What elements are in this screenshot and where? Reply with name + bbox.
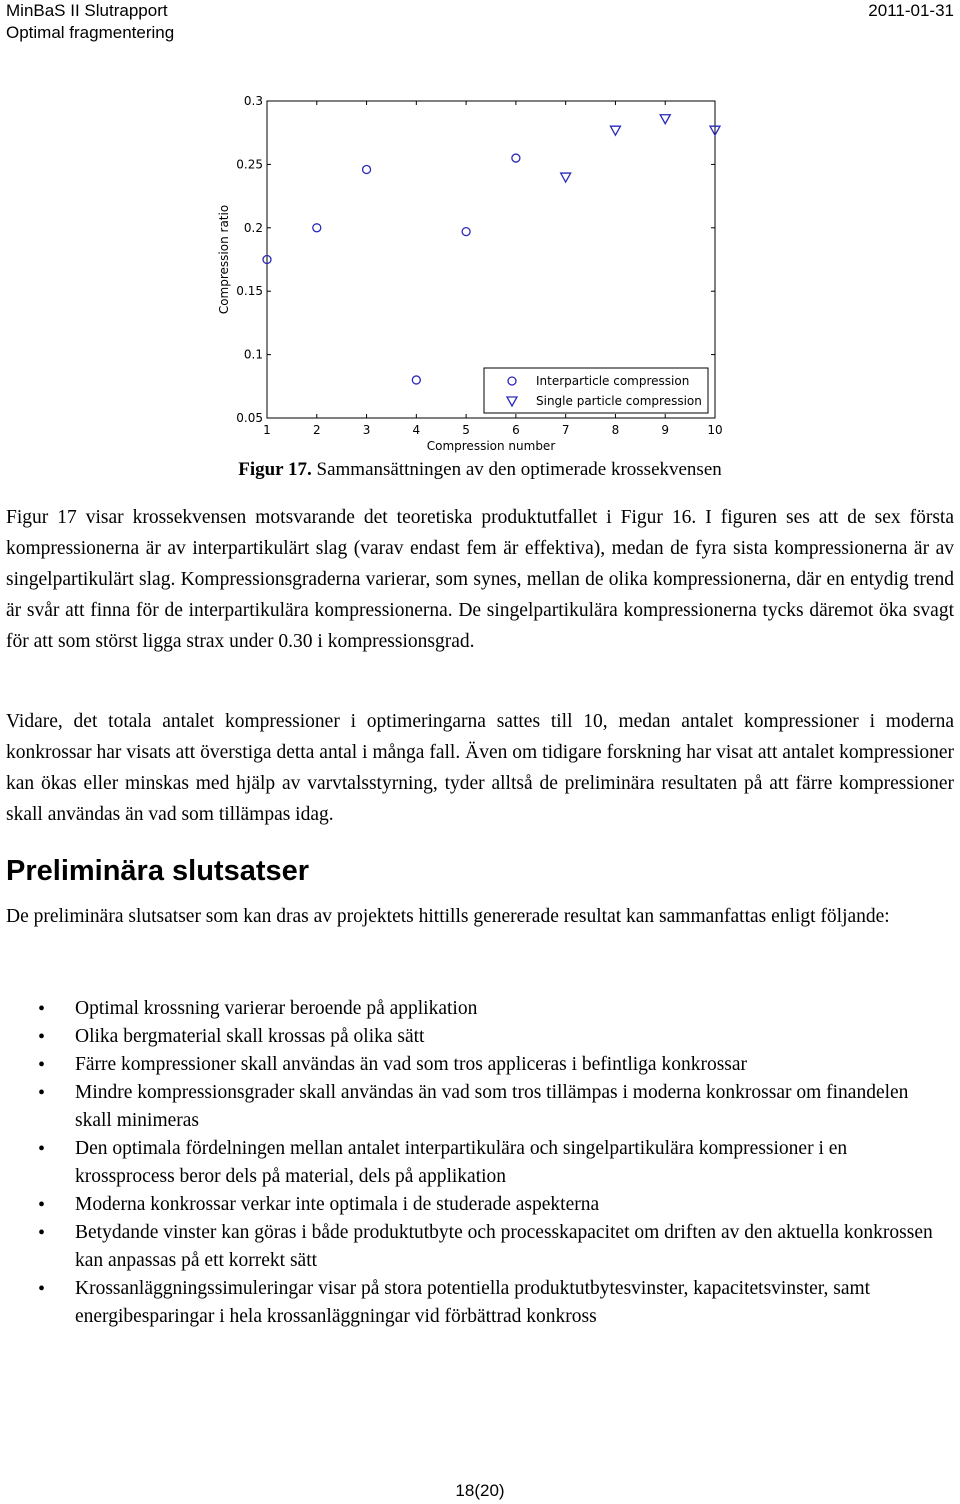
paragraph-1: Figur 17 visar krossekvensen motsvarande det teoretiska produktutfallet i Figur 16. I figuren ses att de sex första kompressionerna är av interpartikulärt slag (varav endast fem är effektiva), medan de fyra sista kompressionerna är av singelpartikulärt slag. Kompressionsgraderna varierar, som synes, mellan de olika kompressionerna, där en entydig trend är svår att finna för de interpartikulära kompressionerna. De singelpartikulära kompressionerna tycks däremot öka svagt för att som störst ligga strax under 0.30 i kompressionsgrad. [6, 507, 954, 652]
y-tick-label: 0.25 [236, 157, 263, 172]
legend-label: Single particle compression [536, 394, 702, 408]
list-item: • Färre kompressioner skall användas än vad som tros appliceras i befintliga konkrossar [0, 1051, 950, 1079]
legend-label: Interparticle compression [536, 374, 690, 388]
x-tick-label: 10 [707, 423, 723, 437]
y-tick-label: 0.05 [236, 411, 263, 425]
figure-caption [0, 459, 960, 481]
x-tick-label: 3 [362, 423, 371, 437]
interparticle-point [313, 224, 321, 232]
y-tick-label: 0.3 [243, 94, 263, 108]
x-tick-label: 2 [312, 423, 321, 437]
interparticle-point [412, 376, 420, 384]
interparticle-point [462, 228, 470, 236]
x-tick-label: 4 [412, 423, 421, 437]
x-axis-label: Compression number [426, 439, 556, 453]
chart-legend [484, 368, 708, 413]
interparticle-point [363, 165, 371, 173]
x-tick-label: 9 [661, 423, 670, 437]
list-item: • Den optimala fördelningen mellan antalet interpartikulära och singelpartikulära kompressioner i en krossprocess beror dels på material, dels på applikation [0, 1135, 950, 1191]
interparticle-point [512, 154, 520, 162]
x-tick-label: 8 [611, 423, 620, 437]
figure-caption-text: Sammansättningen av den optimerade krossekvensen [311, 459, 722, 480]
single-particle-point [610, 126, 620, 135]
y-tick-label: 0.1 [243, 347, 263, 362]
scatter-chart [210, 86, 730, 458]
y-axis-label: Compression ratio [217, 204, 231, 315]
x-tick-label: 7 [561, 423, 570, 437]
chart-points [263, 115, 720, 384]
single-particle-point [561, 173, 571, 182]
x-tick-label: 1 [263, 423, 271, 437]
report-subtitle: Optimal fragmentering [6, 23, 175, 42]
report-title: MinBaS II Slutrapport [6, 1, 168, 20]
single-particle-point [660, 115, 670, 124]
figure-caption-label: Figur 17. [238, 459, 312, 480]
list-item: • Optimal krossning varierar beroende på applikation [0, 995, 950, 1023]
list-item: • Olika bergmaterial skall krossas på olika sätt [0, 1023, 950, 1051]
report-date: 2011-01-31 [868, 1, 954, 20]
section-heading: Preliminära slutsatser [6, 855, 310, 887]
y-tick-label: 0.2 [243, 220, 263, 235]
header-left [6, 0, 174, 44]
paragraph-2: Vidare, det totala antalet kompressioner i optimeringarna sattes till 10, medan antalet kompressioner i moderna konkrossar har visats att överstiga detta antal i många fall. Även om tidigare forskning har visat att antalet kompressioner kan ökas eller minskas med hjälp av varvtalsstyrning, tyder alltså de preliminära resultaten på att färre kompressioner skall användas än vad som tillämpas idag. [6, 711, 954, 825]
page-number: 18(20) [455, 1481, 505, 1500]
list-item: • Moderna konkrossar verkar inte optimala i de studerade aspekterna [0, 1191, 950, 1219]
list-item: • Mindre kompressionsgrader skall användas än vad som tros tillämpas i moderna konkrossar om finandelen skall minimeras [0, 1079, 950, 1135]
figure-17-chart [210, 86, 730, 458]
x-tick-label: 5 [462, 423, 470, 437]
list-item: • Krossanläggningssimuleringar visar på stora potentiella produktutbytesvinster, kapacitetsvinster, samt energibesparingar i hela krossanläggningar vid förbättrad konkross [0, 1275, 950, 1331]
x-tick-label: 6 [512, 423, 520, 437]
list-item: • Betydande vinster kan göras i både produktutbyte och processkapacitet om driften av den aktuella konkrossen kan anpassas på ett korrekt sätt [0, 1219, 950, 1275]
conclusions-list [0, 995, 950, 1331]
section-intro: De preliminära slutsatser som kan dras av projektets hittills genererade resultat kan sammanfattas enligt följande: [6, 906, 890, 927]
y-tick-label: 0.15 [236, 284, 263, 299]
